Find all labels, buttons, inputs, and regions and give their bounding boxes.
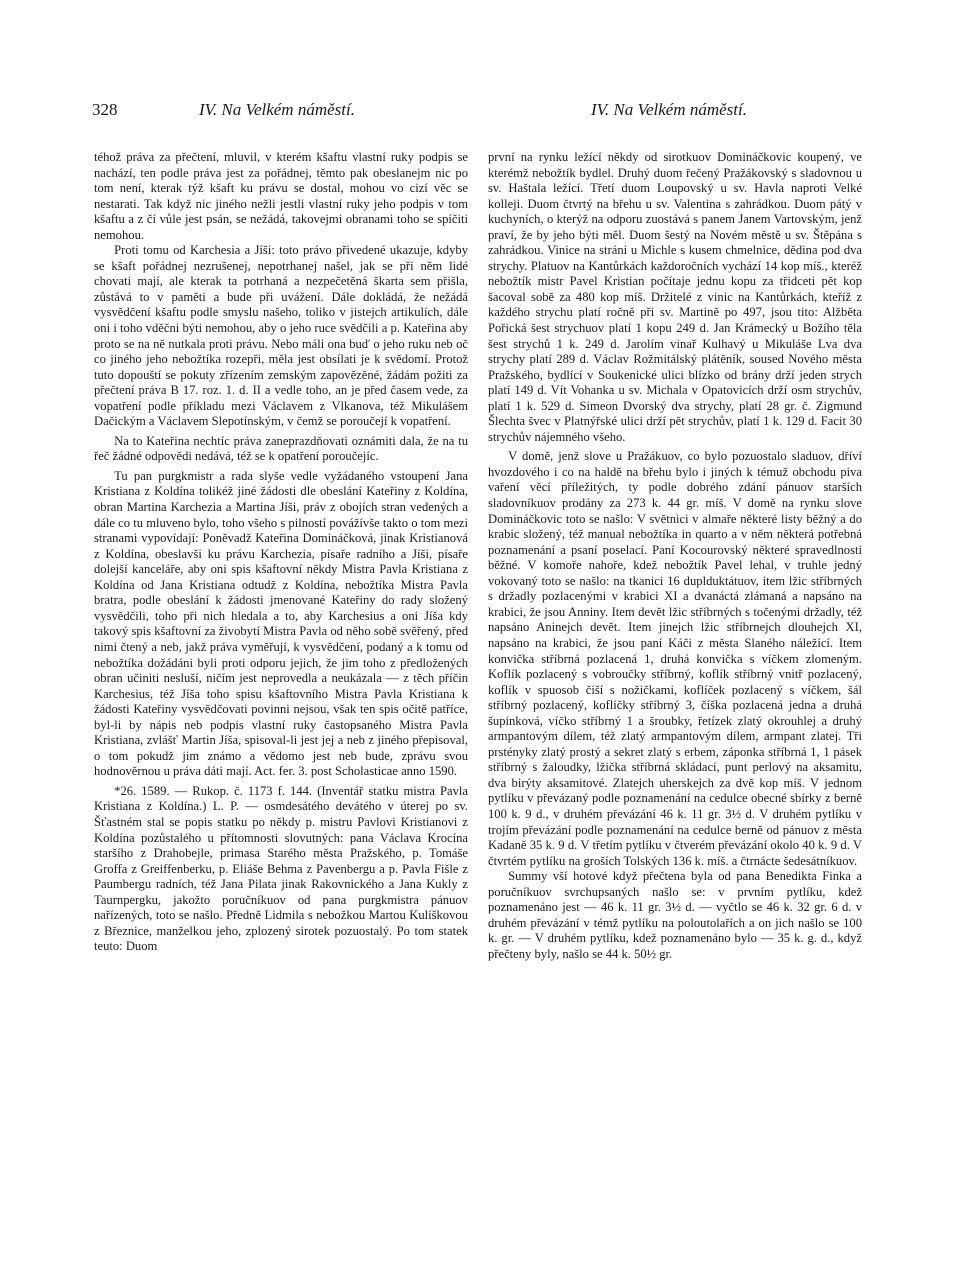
running-head-left: IV. Na Velkém náměstí. [199, 100, 355, 119]
page-number: 328 [92, 100, 118, 119]
paragraph: Tu pan purgkmistr a rada slyše vedle vyžádaného vstoupení Jana Kristiana z Koldína tolikéž jiné žádosti dle obeslání Kateřiny z Koldína, obran Martina Karchezia a Martina Jíši, práv z obojích stran vedených a dále co tu mluveno bylo, toho všeho s pilností povážívše takto o tom mezi stranami vypovídají: Poněvadž Kateřina Domináčková, jinak Kristianová z Koldína, obeslavši ku právu Karchezia, písaře radního a Jíši, písaře dolejší kanceláře, aby oni spis kšaftovní někdy Mistra Pavla Kristiana z Koldína od Jana Kristiana odtudž z Koldína, nebožtíka Mistra Pavla bratra, podle obeslání k žádosti jmenované Kateřiny do rady složený vysvědčili, toho při nich hledala a to, aby Karchesius a oni Jíša kdy takový spis kšaftovní za živobytí Mistra Pavla od něho sobě svěřený, před nimi čtený a neb, jakž práva vyměřují, k vysvědčení, podaný a k tomu od nebožtíka dožádáni byli proti odporu jejich, že jim toho z předložených obran učiniti nesluší, ničím jest neprovedla a neukázala — z těch příčin Karchesius, též Jíša toho spisu kšaftovního Mistra Pavla Kristiana k žádosti Kateřiny vysvědčovati povinni nejsou, však ten spis očitě patříce, byl-li by nápis neb podpis vlastní ruky častopsaného Mistra Pavla Kristiana, zvlášť Martin Jíša, spisoval-li jest jej a neb z jiného přepisoval, o tom pokudž jim známo a vědomo jest neb bude, zprávu svou hodnověrnou u práva dáti mají. Act. fer. 3. post Scholasticae anno 1590. [94, 468, 468, 779]
paragraph: Summy vší hotové když přečtena byla od pana Benedikta Finka a poručníkuov svrchupsaných našlo se: v prvním pytlíku, kdež poznamenáno jest — 46 k. 11 gr. 3½ d. — vyčtlo se 46 k. 32 gr. 6 d. v druhém převázání v témž pytlíku na poloutolařích a on jich našlo se 100 k. gr. — V druhém pytlíku, kdež poznamenáno bylo — 35 k. g. d., když přečteny byly, našlo se 44 k. 50½ gr. [488, 869, 862, 961]
page-header [92, 100, 868, 124]
paragraph: Proti tomu od Karchesia a Jíši: toto právo přivedené ukazuje, kdyby se kšaft pořádnej nezrušenej, nepotrhanej našel, jak se při něm lidé chovati mají, ale kterak ta potrhaná a nezpečetěná škarta sem přišla, zůstává to v paměti a bude při uvážení. Dále dokládá, že nežádá vysvědčení kšaftu podle smyslu našeho, toliko v jistejch artikulích, dále oni i toho vděčni býti nemohou, aby o jeho ruce svědčili a p. Kateřina aby proto se na ně nutkala proti právu. Nebo máli ona buď o jeho ruku neb oč co jiného jeho nebožtíka rozepři, měla jest obsílati je k svědomí. Protož tuto dopouští se pokuty zřízením zemským zapovězěné, žádám požiti za přečtení práva B 17. roz. 1. d. II a vedle toho, an je před časem vede, za vopatření podle příkladu mezi Václavem z Vlkanova, též Mikulášem Dačickým a Václavem Slepotínským, v čemž se poroučejí k vopatření. [94, 243, 468, 429]
paragraph: téhož práva za přečtení, mluvil, v kterém kšaftu vlastní ruky podpis se nachází, ten podle práva jest za pořádnej, těmto pak obeslanejm nic po tom není, kterak týž kšaft ku právu se dostal, mohou vo cizí věc se nestarati. Tak když nic jiného nežli jestli vlastní ruky jeho podpis v tom kšaftu a z čí vůle jest psán, se nežádá, takovejmi obranami toho se spíčiti nemohou. [94, 150, 468, 242]
running-head-right: IV. Na Velkém náměstí. [591, 100, 747, 119]
paragraph: první na rynku ležící někdy od sirotkuov Domináčkovic koupený, ve kterémž nebožtík bydlel. Druhý duom řečený Pražákovský s sladovnou u sv. Haštala ležící. Třetí duom Loupovský u sv. Havla naproti Velké kolleji. Duom čtvrtý na břehu u sv. Valentina s zahrádkou. Duom pátý v kuchyních, o kterýž na odporu zuostává s panem Janem Vartovským, jenž praví, že by jeho býti měl. Duom šestý na Novém městě u sv. Štěpána s zahrádkou. Vinice na stráni u Michle s kusem chmelnice, dědina pod dva strychy. Platuov na Kantůrkách každoročních vychází 14 kop míš., kteréž nebožtík mistr Pavel Kristian počítaje jednu kopu za třidceti pět kop šacoval sobě za 480 kop míš. Držitelé z vinic na Kantůrkách, kteříž z každého strychu platí ročně při sv. Martině po 497, jsou tito: Alžběta Pořická šest strychuov platí 1 kopu 249 d. Jan Krámecký u Božího těla šest strychů 1 k. 249 d. Jarolím vinař Kulhavý u Mikuláše Lva dva strychy platí 289 d. Václav Rožmitálský plátěník, soused Nového města Pražského, bydlící v Soukenické ulici blízko od brány drží jeden strych platí 149 d. Vít Vohanka u sv. Michala v Opatovicích drží osm strychův, platí 1 k. 529 d. Simeon Dvorský dva strychy, platí 28 gr. č. Zigmund Šlechta švec v Platnýřské ulici drží pět strychův, platí 1 k. 129 d. Facit 30 strychův nájemného všeho. [488, 150, 862, 444]
left-column [94, 150, 468, 955]
paragraph: Na to Kateřina nechtíc práva zaneprazdňovati oznámiti dala, že na tu řeč žádné odpovědi nedává, též se k opatření poroučejíc. [94, 433, 468, 464]
inventory-entry: *26. 1589. — Rukop. č. 1173 f. 144. (Inventář statku mistra Pavla Kristiana z Koldína.) L. P. — osmdesátého devátého v úterej po sv. Šťastném stal se popis statku po někdy p. mistru Pavlovi Kristianovi z Koldína pozůstalého u přítomnosti slovutných: pana Václava Krocína staršího z Drahobejle, primasa Starého města Pražského, p. Tomáše Groffa z Greiffenberku, p. Eliáše Behma z Pavenbergu a p. Pavla Fišle z Paumbergu radních, též Jana Pilata jinak Rakovnického a Jana Kukly z Taurnpergku, jakožto poručníkuov od pana purgkmistra pánuov nařízených, toto se našlo. Předně Lidmila s nebožkou Martou Kulíškovou z Březnice, manželkou jeho, zplozený sirotek pozuostalý. Po tom statek teuto: Duom [94, 783, 468, 954]
paragraph: V domě, jenž slove u Pražákuov, co bylo pozuostalo sladuov, dříví hvozdového i co na haldě na břehu bylo i jiných k témuž obchodu piva vaření věcí příležitých, ty podle dobrého zdání pánuov starších sladovníkuov prodány za 273 k. 44 gr. míš. V domě na rynku slove Domináčkovic toto se našlo: V světnici v almaře některé listy běžný a do krabic složený, též manual nebožtíka in quarto a v něm některá potřebná poznamenání a psaní poselací. Paní Kocourovský některé spravedlnosti běžné. V komoře nahoře, kdež nebožtík Pavel lehal, v truhle jedný vokovaný toto se našlo: na tkanici 16 duplduktátuov, item lžic stříbrných s držadly pozlacenými v krabici XI a dvanáctá zlámaná a napsáno na krabici, že jsou Anniny. Item devět lžic stříbrných s točenými držadly, též napsáno Aninejch devět. Item jinejch lžic stříbrnejch dlouhejch XI, napsáno na krabici, že jsou paní Káči z města Slaného náležící. Item konvička stříbrná pozlacená 1, druhá konvička s víčkem zlomeným. Koflík pozlacený s vobroučky stříbrný, koflík stříbrný vnitř pozlacený, koflík v spuosob čiší s nožičkami, koflíček pozlacený s víčkem, šál stříbrný pozlacený, koflíčky stříbrný 3, číška pozlacená jedna a druhá šupinková, víčko stříbrný 1 a šroubky, řetízek zlatý okrouhlej a druhý armpantovým dílem, též zlatý armpantovým dílem, armpant zlatej. Tři prstényky zlatý prostý a sekret zlatý s erbem, záponka stříbrná 1, 1 pásek stříbrný s žaloudky, lžička stříbrná skládací, punt perlový na aksamitu, dva birýty aksamitové. Zlatejch uherskejch za dvě kop míš. V jednom pytlíku v převázaný podle poznamenání na cedulce obecné sbírky z berně 100 k. 9 d., v druhém převázání 46 k. 11 gr. 3½ d. V druhém pytlíku v trojím převázání podle poznamenání na cedulce berně od pánuov z města Kadaně 35 k. 9 d. V třetím pytlíku v čtverém převázání okolo 40 k. 9 d. V čtvrtém pytlíku na groších Tolských 136 k. míš. a čtrnácte šedesátníkuov. [488, 449, 862, 868]
right-column [488, 150, 862, 962]
